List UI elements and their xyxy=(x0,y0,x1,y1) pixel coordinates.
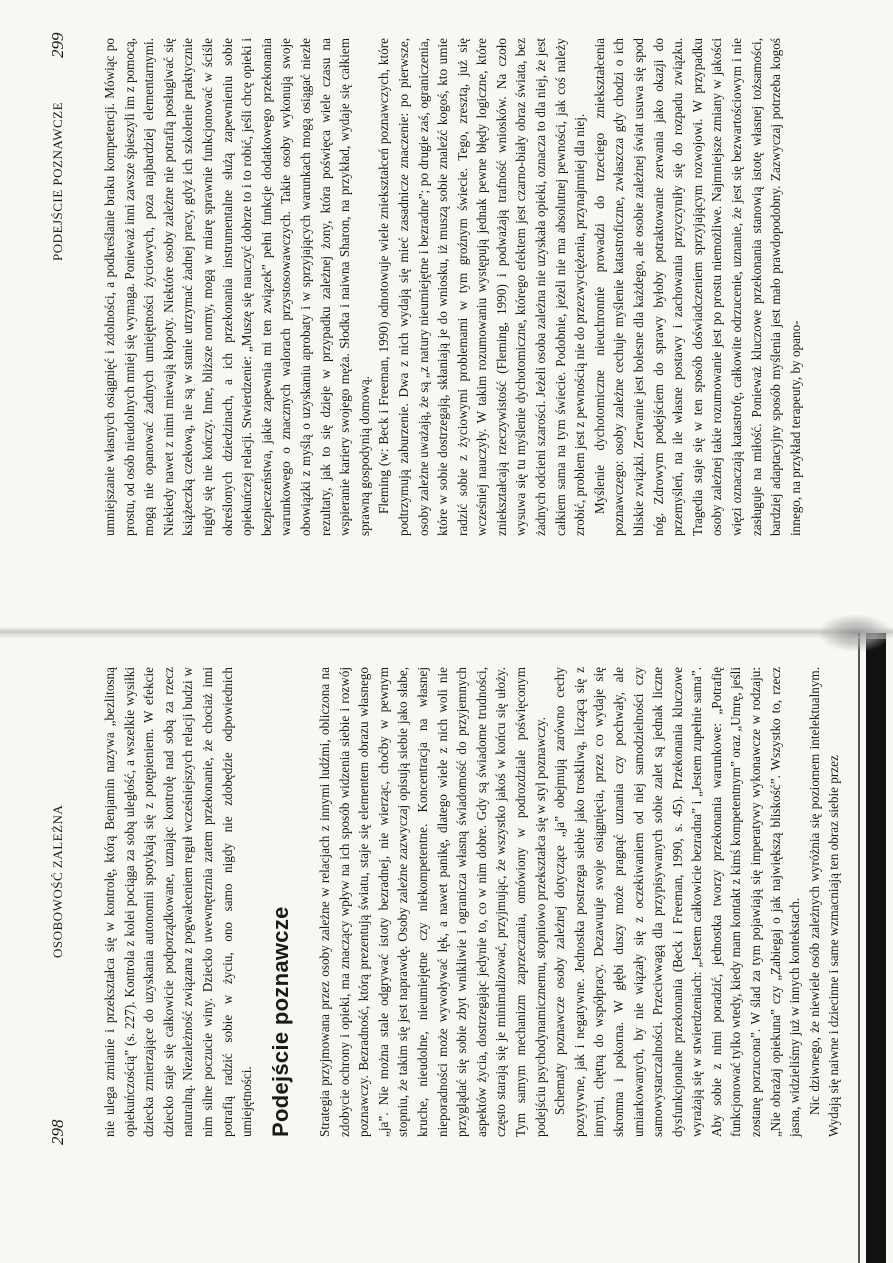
section-heading: Podejście poznawcze xyxy=(268,906,293,1137)
left-section-body xyxy=(315,667,844,1137)
left-running-head: OSOBOWOŚĆ ZALEŻNA xyxy=(50,804,65,958)
scan-edge-shadow xyxy=(866,633,886,1263)
paragraph: Strategia przyjmowana przez osoby zależne w relacjach z innymi ludźmi, obliczona na zdobycie ochrony i opieki, ma znaczący wpływ na ich sposób widzenia siebie i rozwój poznawczy. Bezradność, którą prezentują światu, staje się elementem obrazu własnego „ja”. Nie można stale odgrywać istoty bezradnej, nie wierząc, choćby w pewnym stopniu, że takim się jest naprawdę. Osoby zależne zazwyczaj opisują siebie jako słabe, kruche, nieudolne, nieumiejętne czy niekompetentne. Koncentracja na własnej nieporadności może wywoływać lęk, a nawet panikę, dlatego wiele z nich woli nie przyglądać się sobie zbyt wnikliwie i ogranicza własną świadomość do przyjemnych aspektów życia, dostrzegając jedynie to, co w nim dobre. Gdy są świadome trudności, często starają się je minimalizować, przyjmując, że wszystko jakoś w końcu się ułoży. Tym samym mechanizm zaprzeczania, omówiony w podrozdziale poświęconym podejściu psychodynamicznemu, stopniowo przekształca się w styl poznawczy. xyxy=(317,667,548,1137)
right-running-head: PODEJŚCIE POZNAWCZE xyxy=(50,101,65,261)
paragraph: Schematy poznawcze osoby zależnej dotyczące „ja” obejmują zarówno cechy pozytywne, jak i negatywne. Jednostka postrzega siebie jako troskliwą, liczącą się z innymi, chętną do współpracy. Dezawuuje swoje osiągnięcia, przez co wydaje się skromna i pokorna. W głębi duszy może pragnąć uznania czy pochwały, ale umiarkowanych, by nie wiązały się z oczekiwaniem od niej samodzielności czy samowystarczalności. Przeciwwagą dla przypisywanych sobie zalet są jednak liczne dysfunkcjonalne przekonania (Beck i Freeman, 1990, s. 45). Przekonania kluczowe wyrażają się w stwierdzeniach: „Jestem całkowicie bezradna” i „Jestem zupełnie sama”. Aby sobie z nimi poradzić, jednostka tworzy przekonania warunkowe: „Potrafię funkcjonować tylko wtedy, kiedy mam kontakt z kimś kompetentnym” oraz „Umrę, jeśli zostanę porzucona”. W ślad za tym pojawiają się imperatywy wykonawcze w rodzaju: „Nie obrażaj opiekuna” czy „Zabiegaj o jak największą bliskość”. Wszystko to, rzecz jasna, widzieliśmy już w innych kontekstach. xyxy=(552,667,803,1137)
scan-edge-line xyxy=(858,633,860,1263)
paragraph: Nic dziwnego, że niewiele osób zależnych wyróżnia się poziomem intelektualnym. Wydają się naiwne i dziecinne i same wzmacniają ten obraz siebie przez xyxy=(806,667,842,1137)
paragraph: nie ulega zmianie i przekształca się w kontrolę, którą Benjamin nazywa „bezlitosną opiekuńczością” (s. 227). Kontrola z kolei pociąga za sobą uległość, a wszelkie wysiłki dziecka zmierzające do uzyskania autonomii spotykają się z potępieniem. W efekcie dziecko staje się całkowicie podporządkowane, uznając kontrolę nad sobą za rzecz naturalną. Niezależność związana z pogwałceniem reguł wcześniejszych relacji budzi w nim silne poczucie winy. Dziecko uwewnętrznia zatem przekonanie, że chociaż inni potrafią radzić sobie w życiu, ono samo nigdy nie zdobędzie odpowiednich umiejętności. xyxy=(102,667,255,1137)
left-page xyxy=(0,633,893,1263)
right-body-text xyxy=(100,38,805,536)
paragraph: Fleming (w: Beck i Freeman, 1990) odnotowuje wiele zniekształceń poznawczych, które podtrzymują zaburzenie. Dwa z nich wydają się mieć zasadnicze znaczenie: po pierwsze, osoby zależne uważają, że są „z natury nieumiejętne i bezradne”; po drugie zaś, ograniczenia, które w sobie dostrzegają, skłaniają je do wniosku, iż muszą sobie znaleźć kogoś, kto umie radzić sobie z życiowymi problemami w tym groźnym świecie. Tego, zresztą, już się wcześniej nauczyły. W takim rozumowaniu występują jednak pewne błędy logiczne, które zniekształcają rzeczywistość (Fleming, 1990) i podważają trafność wniosków. Na czoło wysuwa się tu myślenie dychotomiczne, którego efektem jest czarno-biały obraz świata, bez żadnych odcieni szarości. Jeżeli osoba zależna nie uzyskała opieki, oznacza to dla niej, że jest całkiem sama na tym świecie. Podobnie, jeżeli nie ma absolutnej pewności, jak coś należy zrobić, problem jest z pewnością nie do przezwyciężenia, przynajmniej dla niej. xyxy=(376,38,588,536)
paragraph: umniejszanie własnych osiągnięć i zdolności, a podkreślanie braku kompetencji. Mówiąc po prostu, od osób nieudolnych mniej się wymaga. Ponieważ inni zawsze śpieszyli im z pomocą, mogą nie opanować żadnych umiejętności życiowych, poza najbardziej elementarnymi. Niekiedy nawet z nimi miewają kłopoty. Niektóre osoby zależne nie potrafią posługiwać się książeczką czekową, nie są w stanie utrzymać żadnej pracy, gdyż ich szkolenie praktycznie nigdy się nie kończy. Inne, bliższe normy, mogą w miarę sprawnie funkcjonować w ściśle określonych dziedzinach, a ich przekonania instrumentalne służą zapewnieniu sobie opiekuńczej relacji. Stwierdzenie: „Muszę się nauczyć dobrze to i to robić, jeśli chcę opieki i bezpieczeństwa, jakie zapewnia mi ten związek” pełni funkcje dodatkowego przekonania warunkowego o znacznych walorach przystosowawczych. Takie osoby wykonują swoje obowiązki z myślą o uzyskaniu aprobaty i w sprzyjających warunkach mogą osiągać niezłe rezultaty, jak to się dzieje w przypadku zależnej żony, która poświęca wiele czasu na wspieranie kariery swojego męża. Słodka i naiwna Sharon, na przykład, wydaje się całkiem sprawną gospodynią domową. xyxy=(102,38,372,536)
left-page-number: 298 xyxy=(48,1119,67,1145)
paragraph: Myślenie dychotomiczne nieuchronnie prowadzi do trzeciego zniekształcenia poznawczego: osoby zależne cechuje myślenie katastroficzne, zwłaszcza gdy chodzi o ich bliskie związki. Zerwanie jest bolesne dla każdego, ale osobie zależnej świat usuwa się spod nóg. Zdrowym podejściem do sprawy byłoby potraktowanie zerwania jako okazji do przemyśleń, na ile własne postawy i zachowania przyczyniły się do rozpadu związku. Tragedia staje się w ten sposób doświadczeniem sprzyjającym rozwojowi. W przypadku osoby zależnej takie rozumowanie jest po prostu niemożliwe. Najmniejsze zmiany w jakości więzi oznaczają katastrofę, całkowite odrzucenie, uznanie, że jest się bezwartościowym i nie zasługuje na miłość. Ponieważ kluczowe przekonania stanowią istotę własnej tożsamości, bardziej adaptacyjny sposób myślenia jest mało prawdopodobny. Zazwyczaj potrzeba kogoś innego, na przykład terapeuty, by opano- xyxy=(591,38,803,536)
right-page-number: 299 xyxy=(48,32,67,58)
left-opening-text xyxy=(100,667,257,1137)
